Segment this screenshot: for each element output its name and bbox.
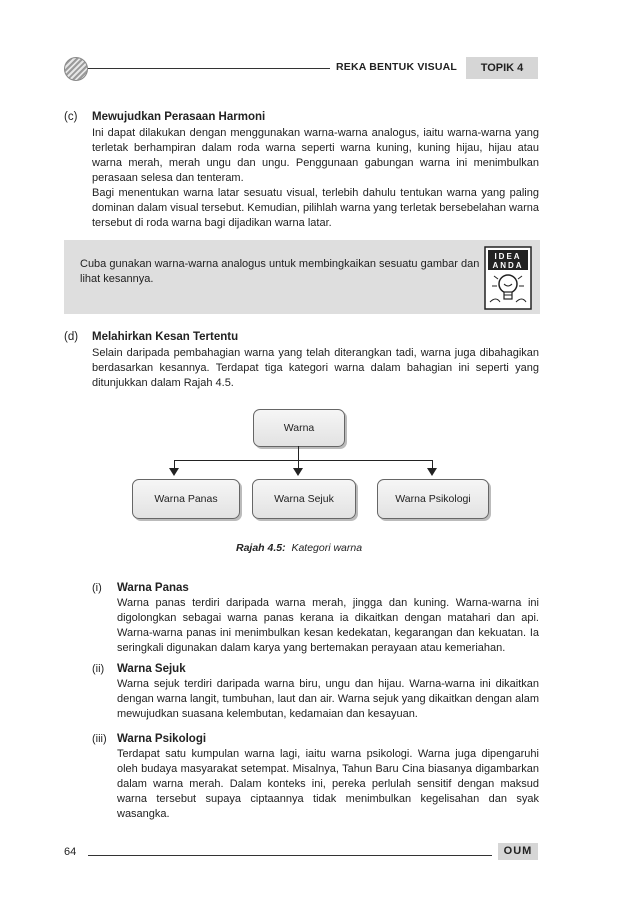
diagram-node-warna-psikologi: Warna Psikologi: [377, 479, 489, 519]
running-header-title: REKA BENTUK VISUAL: [336, 61, 458, 73]
oum-logo-icon: [64, 57, 88, 81]
section-c-heading: Mewujudkan Perasaan Harmoni: [92, 111, 266, 123]
footer-brand: OUM: [498, 843, 538, 860]
page-number: 64: [64, 846, 77, 858]
section-c-paragraph-2: Bagi menentukan warna latar sesuatu visual, terlebih dahulu tentukan warna yang paling dominan dalam visual tersebut. Kemudian, pilihlah warna yang terletak bersebelahan warna tersebut di roda warna bagi dijadikan warna latar.: [92, 187, 539, 229]
section-d-marker: (d): [64, 331, 79, 343]
section-d-heading: Melahirkan Kesan Tertentu: [92, 331, 239, 343]
item-iii-text: Terdapat satu kumpulan warna lagi, iaitu warna psikologi. Warna juga dipengaruhi oleh budaya masyarakat setempat. Misalnya, Tahun Baru Cina biasanya digambarkan dalam warna merah. Dalam konteks ini, pereka perlulah sensitif dengan maksud warna tersebut supaya ciptaannya tidak menimbulkan kegelisahan dan syak wasangka.: [117, 748, 539, 820]
item-i-text: Warna panas terdiri daripada warna merah, jingga dan kuning. Warna-warna ini digolongkan sebagai warna panas kerana ia dikaitkan dengan matahari dan api. Warna-warna panas ini menimbulkan kesan kedekatan, kegarangan dan kekuatan. Ia seringkali digunakan dalam karya yang bertemakan perayaan atau kemeriahan.: [117, 597, 539, 654]
caption-text: Kategori warna: [291, 542, 363, 554]
branch-connector: [174, 460, 432, 461]
badge-line-2: ANDA: [492, 261, 524, 270]
item-iii-title: Warna Psikologi: [117, 733, 207, 745]
item-ii-text: Warna sejuk terdiri daripada warna biru, ungu dan hijau. Warna-warna ini dikaitkan dengan warna langit, tumbuhan, laut dan air. Warna sejuk yang dikaitkan dengan alam mewujudkan suasana kelembutan, kedamaian dan kesayuan.: [117, 678, 539, 720]
item-i-title: Warna Panas: [117, 582, 189, 594]
item-ii-number: (ii): [92, 663, 105, 675]
item-ii-title: Warna Sejuk: [117, 663, 186, 675]
header-rule: [88, 68, 330, 69]
section-d-paragraph-1: Selain daripada pembahagian warna yang telah diterangkan tadi, warna juga dibahagikan berdasarkan kesannya. Terdapat tiga kategori warna dalam bahagian ini seperti yang ditunjukkan dalam Rajah 4.5.: [92, 347, 539, 389]
diagram-node-warna-panas: Warna Panas: [132, 479, 240, 519]
tip-text: Cuba gunakan warna-warna analogus untuk membingkaikan sesuatu gambar dan lihat kesannya.: [80, 258, 480, 285]
badge-line-1: IDEA: [494, 252, 522, 261]
root-connector: [298, 446, 299, 460]
idea-anda-badge-icon: [484, 246, 532, 310]
topic-tab: TOPIK 4: [466, 57, 538, 79]
diagram-node-warna-sejuk: Warna Sejuk: [252, 479, 356, 519]
footer-rule: [88, 855, 492, 856]
figure-caption: [236, 542, 362, 554]
section-c-marker: (c): [64, 111, 78, 123]
item-i-number: (i): [92, 582, 102, 594]
item-iii-number: (iii): [92, 733, 107, 745]
section-c-paragraph-1: Ini dapat dilakukan dengan menggunakan warna-warna analogus, iaitu warna-warna yang terletak berhampiran dalam roda warna seperti warna kuning, kuning hijau, hijau atau warna merah, merah ungu dan ungu. Penggunaan gabungan warna ini menimbulkan perasaan selesa dan tenteram.: [92, 127, 539, 184]
arrowheads: [168, 468, 438, 478]
diagram-root-node: Warna: [253, 409, 345, 447]
caption-label: Rajah 4.5:: [236, 542, 286, 554]
